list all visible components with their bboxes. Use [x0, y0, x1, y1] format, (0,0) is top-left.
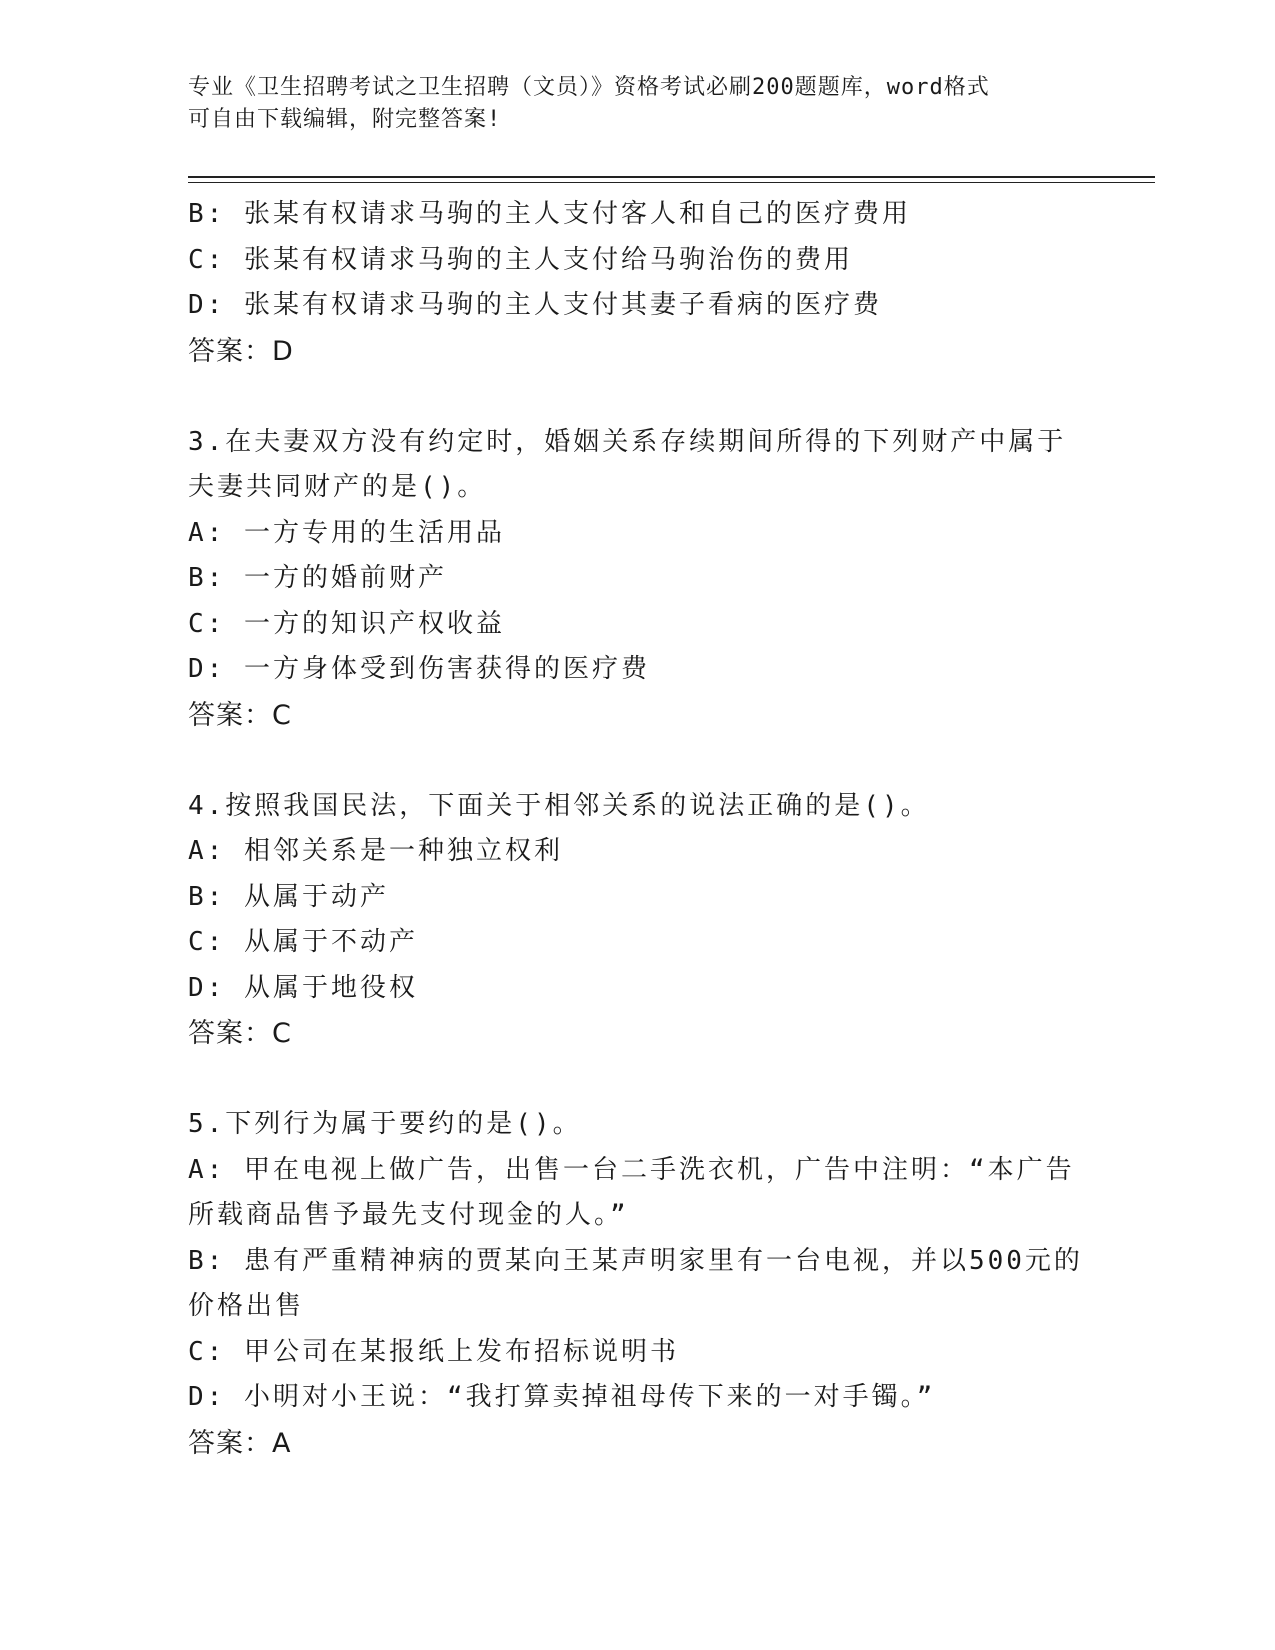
- question-2: [188, 192, 1088, 375]
- spacer: [188, 739, 1088, 784]
- spacer: [188, 375, 1088, 420]
- option-b-continued: 价格出售: [188, 1291, 305, 1321]
- question-5: [188, 1102, 1088, 1467]
- option-a: A: 一方专用的生活用品: [188, 517, 505, 548]
- question-4: [188, 784, 1088, 1058]
- option-d: D: 张某有权请求马驹的主人支付其妻子看病的医疗费: [188, 290, 882, 320]
- option-b: B: 从属于动产: [188, 881, 389, 912]
- question-3: [188, 420, 1088, 739]
- option-d: D: 小明对小王说：“我打算卖掉祖母传下来的一对手镯。”: [188, 1382, 936, 1412]
- option-a: A: 相邻关系是一种独立权利: [188, 836, 563, 866]
- header-line-1: 专业《卫生招聘考试之卫生招聘（文员）》资格考试必刷200题题库，word格式: [188, 75, 990, 100]
- option-b: B: 张某有权请求马驹的主人支付客人和自己的医疗费用: [188, 199, 911, 229]
- option-b: B: 一方的婚前财产: [188, 563, 447, 593]
- question-list: [188, 192, 1088, 1467]
- header-divider-thick: [188, 176, 1155, 178]
- document-header: [188, 72, 1088, 136]
- option-d: D: 从属于地役权: [188, 972, 418, 1003]
- header-line-2: 可自由下载编辑，附完整答案!: [188, 107, 502, 132]
- question-stem: 3.在夫妻双方没有约定时，婚姻关系存续期间所得的下列财产中属于: [188, 426, 1067, 457]
- option-c: C: 张某有权请求马驹的主人支付给马驹治伤的费用: [188, 244, 853, 275]
- option-c: C: 一方的知识产权收益: [188, 608, 505, 639]
- answer: 答案：D: [188, 335, 294, 367]
- option-c: C: 从属于不动产: [188, 927, 418, 957]
- option-a-continued: 所载商品售予最先支付现金的人。”: [188, 1200, 629, 1230]
- option-a: A: 甲在电视上做广告，出售一台二手洗衣机，广告中注明：“本广告: [188, 1154, 1075, 1185]
- option-c: C: 甲公司在某报纸上发布招标说明书: [188, 1336, 679, 1367]
- spacer: [188, 1057, 1088, 1102]
- question-stem: 4.按照我国民法，下面关于相邻关系的说法正确的是()。: [188, 790, 930, 821]
- option-b: B: 患有严重精神病的贾某向王某声明家里有一台电视，并以500元的: [188, 1245, 1083, 1276]
- question-stem-continued: 夫妻共同财产的是()。: [188, 472, 487, 502]
- header-divider-thin: [188, 182, 1155, 183]
- answer: 答案：C: [188, 1018, 292, 1049]
- answer: 答案：A: [188, 1427, 292, 1459]
- question-stem: 5.下列行为属于要约的是()。: [188, 1109, 582, 1139]
- answer: 答案：C: [188, 699, 292, 731]
- option-d: D: 一方身体受到伤害获得的医疗费: [188, 654, 650, 684]
